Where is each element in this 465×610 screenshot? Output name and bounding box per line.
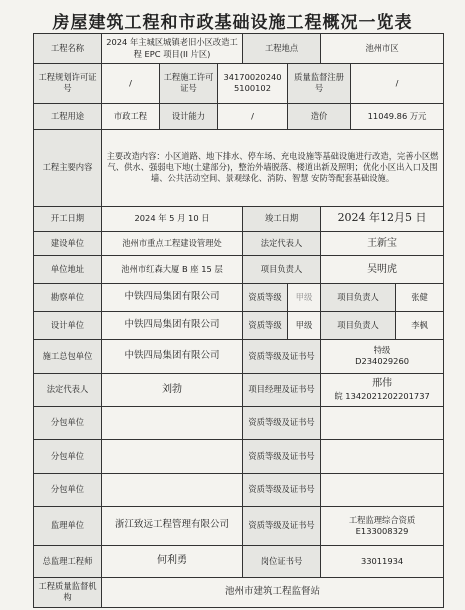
project-name-label: 工程名称 — [34, 34, 102, 64]
cost-label: 造价 — [288, 103, 351, 129]
project-leader-value: 吴明虎 — [321, 256, 444, 284]
survey-value: 中铁四局集团有限公司 — [102, 284, 243, 312]
row-permits — [34, 64, 444, 104]
project-manager-value: 邢伟 — [372, 378, 393, 390]
planning-permit-label: 工程规划许可证号 — [34, 64, 102, 104]
chief-engineer-label: 总监理工程师 — [34, 545, 102, 577]
supervisor-qual-cell — [321, 506, 444, 545]
sub1-label: 分包单位 — [34, 406, 102, 439]
completion-date-value: 2024 年12月5 日 — [321, 207, 444, 232]
sub1-qual-label: 资质等级及证书号 — [243, 406, 321, 439]
sub3-qual-label: 资质等级及证书号 — [243, 473, 321, 506]
planning-permit-value: / — [102, 64, 160, 104]
start-date-label: 开工日期 — [34, 207, 102, 232]
project-manager-cert: 皖 1342021202201737 — [334, 390, 430, 401]
contractor-legal-rep-label: 法定代表人 — [34, 373, 102, 406]
row-chief-engineer — [34, 545, 444, 577]
project-leader-label: 项目负责人 — [243, 256, 321, 284]
construction-permit-label: 工程施工许可证号 — [160, 64, 218, 104]
usage-label: 工程用途 — [34, 103, 102, 129]
row-design — [34, 312, 444, 340]
cost-value: 11049.86 万元 — [351, 103, 444, 129]
row-sub2 — [34, 440, 444, 473]
project-manager-label: 项目经理及证书号 — [243, 373, 321, 406]
sub2-qual-value — [321, 440, 444, 473]
quality-agency-value: 池州市建筑工程监督站 — [102, 577, 444, 607]
sub3-value — [102, 473, 243, 506]
builder-legal-rep-label: 法定代表人 — [243, 231, 321, 256]
row-survey — [34, 284, 444, 312]
main-content-label: 工程主要内容 — [34, 129, 102, 206]
design-capacity-value: / — [218, 103, 288, 129]
chief-engineer-value: 何利勇 — [102, 545, 243, 577]
row-quality-agency — [34, 577, 444, 607]
design-value: 中铁四局集团有限公司 — [102, 312, 243, 340]
supervisor-qual-value: 工程监理综合资质 — [348, 514, 416, 525]
design-qual-value: 甲级 — [288, 312, 321, 340]
project-manager-cell — [321, 373, 444, 406]
builder-label: 建设单位 — [34, 231, 102, 256]
contractor-cert-value: D234029260 — [355, 356, 410, 367]
row-sub3 — [34, 473, 444, 506]
sub3-label: 分包单位 — [34, 473, 102, 506]
sub3-qual-value — [321, 473, 444, 506]
project-overview-table — [33, 33, 444, 608]
quality-reg-value: / — [351, 64, 444, 104]
survey-leader-label: 项目负责人 — [321, 284, 396, 312]
construction-permit-value: 341700202405100102 — [218, 64, 288, 104]
project-name-value: 2024 年主城区城镇老旧小区改造工程 EPC 项目(II 片区) — [102, 34, 243, 64]
project-location-value: 池州市区 — [321, 34, 444, 64]
quality-agency-label: 工程质量监督机构 — [34, 577, 102, 607]
quality-reg-label: 质量监督注册号 — [288, 64, 351, 104]
contractor-qual-cell — [321, 340, 444, 373]
row-general-contractor — [34, 340, 444, 373]
completion-date-label: 竣工日期 — [243, 207, 321, 232]
supervisor-value: 浙江致远工程管理有限公司 — [102, 506, 243, 545]
sub2-value — [102, 440, 243, 473]
row-supervisor — [34, 506, 444, 545]
row-dates — [34, 207, 444, 232]
design-capacity-label: 设计能力 — [160, 103, 218, 129]
supervisor-label: 监理单位 — [34, 506, 102, 545]
page-title: 房屋建筑工程和市政基础设施工程概况一览表 — [52, 13, 413, 33]
design-leader-label: 项目负责人 — [321, 312, 396, 340]
address-value: 池州市红森大厦 B 座 15 层 — [102, 256, 243, 284]
chief-engineer-cert-value: 33011934 — [321, 545, 444, 577]
contractor-qual-value: 特级 — [373, 345, 391, 356]
row-sub1 — [34, 406, 444, 439]
design-qual-label: 资质等级 — [243, 312, 288, 340]
sub2-qual-label: 资质等级及证书号 — [243, 440, 321, 473]
chief-engineer-cert-label: 岗位证书号 — [243, 545, 321, 577]
supervisor-cert-value: E133008329 — [355, 525, 409, 536]
contractor-legal-rep-value: 刘勃 — [102, 373, 243, 406]
contractor-qual-label: 资质等级及证书号 — [243, 340, 321, 373]
supervisor-qual-label: 资质等级及证书号 — [243, 506, 321, 545]
row-builder — [34, 231, 444, 256]
survey-leader-value: 张健 — [396, 284, 444, 312]
start-date-value: 2024 年 5 月 10 日 — [102, 207, 243, 232]
contractor-value: 中铁四局集团有限公司 — [102, 340, 243, 373]
survey-label: 勘察单位 — [34, 284, 102, 312]
usage-value: 市政工程 — [102, 103, 160, 129]
main-content-value: 主要改造内容：小区道路、地下排水、停车场、充电设施等基础设施进行改造，完善小区燃气、供水、强弱电下地(土建部分)，整治外墙脱落、楼道出新及照明；优化小区出入口及围墙、公共活动空间、景观绿化、消防、智慧 安防等配套基础设施。 — [102, 129, 444, 206]
address-label: 单位地址 — [34, 256, 102, 284]
row-contractor-legal — [34, 373, 444, 406]
row-address — [34, 256, 444, 284]
sub2-label: 分包单位 — [34, 440, 102, 473]
survey-qual-label: 资质等级 — [243, 284, 288, 312]
row-main-content — [34, 129, 444, 206]
design-label: 设计单位 — [34, 312, 102, 340]
builder-legal-rep-value: 王新宝 — [321, 231, 444, 256]
contractor-label: 施工总包单位 — [34, 340, 102, 373]
design-leader-value: 李枫 — [396, 312, 444, 340]
builder-value: 池州市重点工程建设管理处 — [102, 231, 243, 256]
survey-qual-value: 甲级 — [288, 284, 321, 312]
row-usage — [34, 103, 444, 129]
sub1-qual-value — [321, 406, 444, 439]
project-location-label: 工程地点 — [243, 34, 321, 64]
sub1-value — [102, 406, 243, 439]
row-project-name — [34, 34, 444, 64]
